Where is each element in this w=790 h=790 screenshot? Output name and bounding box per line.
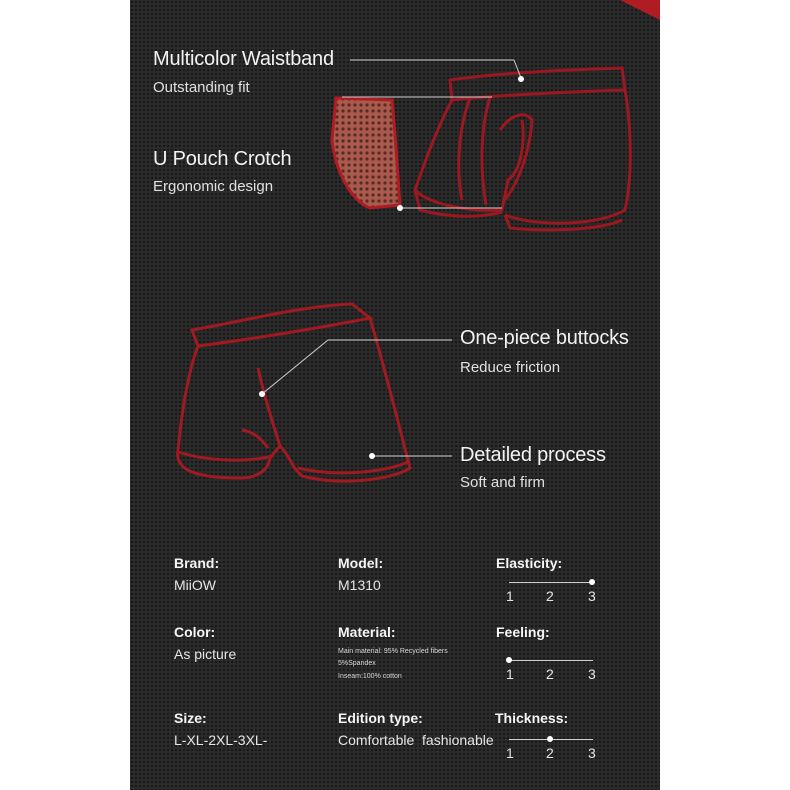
feature-title-buttocks: One-piece buttocks bbox=[460, 327, 629, 349]
feature-subtitle-waistband: Outstanding fit bbox=[153, 79, 250, 96]
edition-label: Edition type: bbox=[338, 710, 423, 726]
scale-marker bbox=[506, 657, 512, 663]
product-feature-panel bbox=[130, 0, 660, 790]
feature-title-process: Detailed process bbox=[460, 444, 606, 466]
scale-label-2: 2 bbox=[546, 745, 554, 761]
color-value: As picture bbox=[174, 646, 237, 662]
scale-line bbox=[509, 660, 593, 661]
edition-value: Comfortable fashionable bbox=[338, 732, 494, 748]
feature-title-pouch: U Pouch Crotch bbox=[153, 148, 292, 170]
scale-label-3: 3 bbox=[588, 666, 596, 682]
callout-dot-waistband bbox=[518, 76, 524, 82]
feature-subtitle-buttocks: Reduce friction bbox=[460, 359, 561, 376]
scale-label-3: 3 bbox=[588, 745, 596, 761]
thickness-scale bbox=[506, 734, 599, 764]
scale-marker bbox=[589, 579, 595, 585]
model-label: Model: bbox=[338, 555, 384, 571]
scale-label-2: 2 bbox=[546, 588, 554, 604]
scale-marker bbox=[547, 736, 553, 742]
boxer-back-outline bbox=[178, 304, 410, 481]
material-label: Material: bbox=[338, 624, 396, 640]
size-label: Size: bbox=[174, 710, 207, 726]
material-line-1: Main material: 95% Recycled fibers bbox=[338, 648, 448, 655]
feature-title-waistband: Multicolor Waistband bbox=[153, 48, 334, 70]
scale-label-3: 3 bbox=[588, 588, 596, 604]
brand-label: Brand: bbox=[174, 555, 220, 571]
color-label: Color: bbox=[174, 624, 216, 640]
feeling-label: Feeling: bbox=[496, 624, 550, 640]
feeling-scale bbox=[506, 655, 599, 685]
red-corner-accent bbox=[550, 0, 660, 20]
material-line-3: Inseam:100% cotton bbox=[338, 673, 402, 680]
brand-value: MiiOW bbox=[174, 577, 216, 593]
callout-dot-buttocks bbox=[259, 391, 265, 397]
material-line-2: 5%Spandex bbox=[338, 660, 376, 667]
callout-dot-pouch bbox=[397, 205, 403, 211]
feature-subtitle-pouch: Ergonomic design bbox=[153, 178, 274, 195]
scale-label-1: 1 bbox=[506, 666, 514, 682]
thickness-label: Thickness: bbox=[495, 710, 569, 726]
elasticity-label: Elasticity: bbox=[496, 555, 563, 571]
scale-line bbox=[509, 582, 593, 583]
model-value: M1310 bbox=[338, 577, 381, 593]
size-value: L-XL-2XL-3XL- bbox=[174, 732, 268, 748]
feature-subtitle-process: Soft and firm bbox=[460, 474, 546, 491]
u-pouch-mesh bbox=[332, 98, 400, 208]
scale-label-1: 1 bbox=[506, 588, 514, 604]
boxer-front-outline bbox=[415, 68, 630, 230]
elasticity-scale bbox=[506, 577, 599, 607]
callout-dot-process bbox=[369, 453, 375, 459]
scale-label-2: 2 bbox=[546, 666, 554, 682]
scale-label-1: 1 bbox=[506, 745, 514, 761]
